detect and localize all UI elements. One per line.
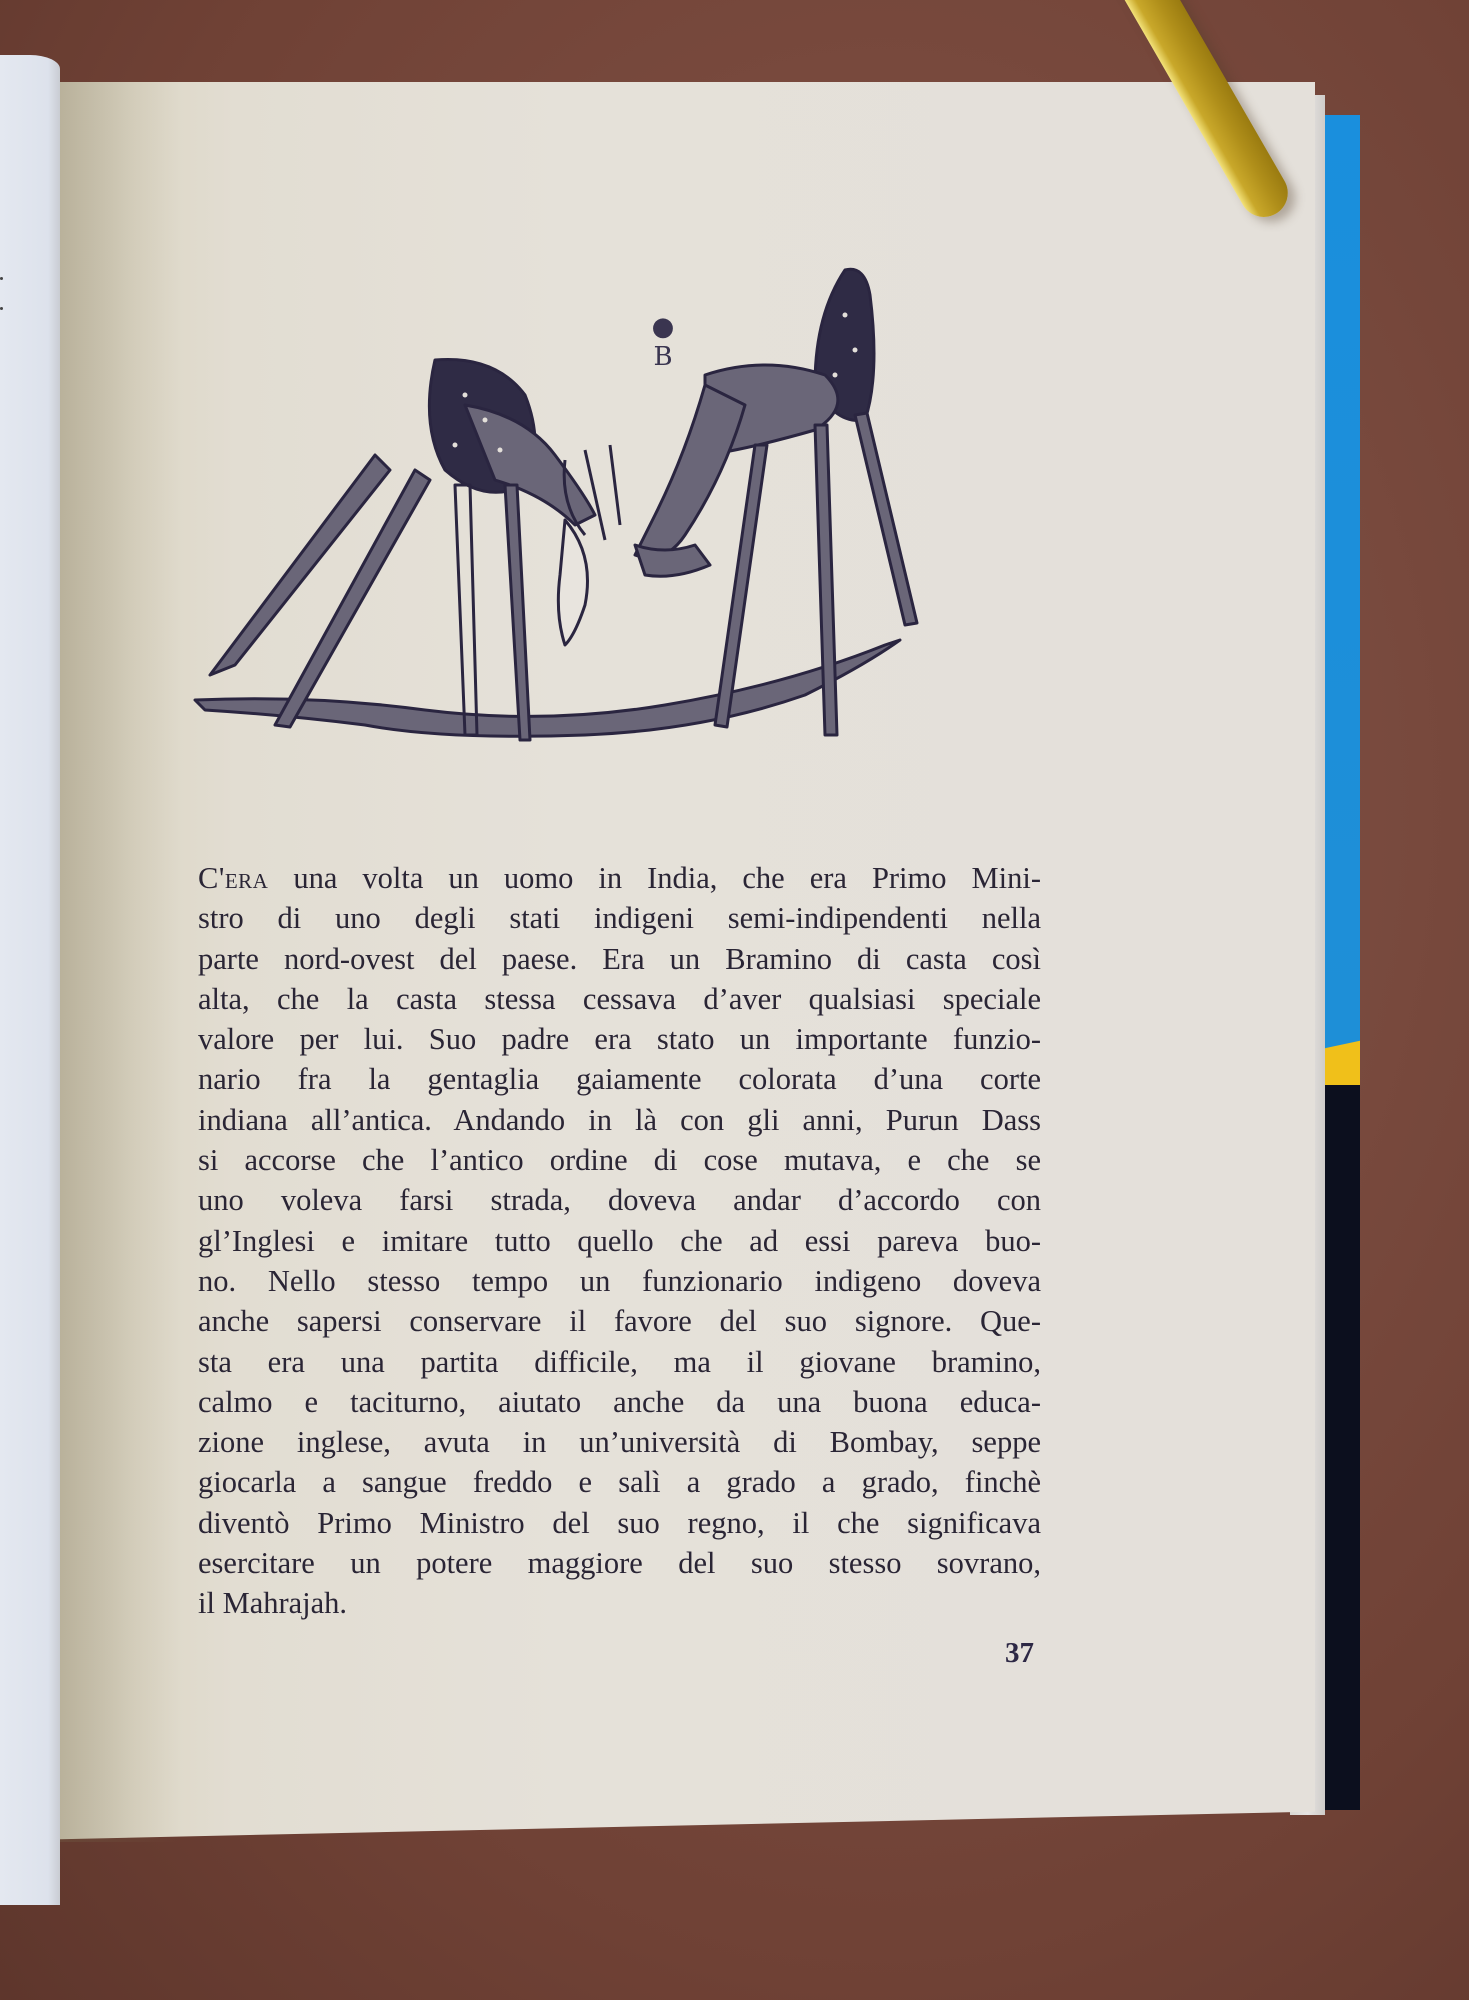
text-line: diventò Primo Ministro del suo regno, il che significava xyxy=(198,1505,1041,1540)
opening-word: C'era xyxy=(198,861,269,895)
text-line: anche sapersi conservare il favore del suo signore. Que- xyxy=(198,1304,1041,1339)
text-line-first: C'era una volta un uomo in India, che era Primo Mini- xyxy=(198,861,1041,895)
text-line: si accorse che l’antico ordine di cose mutava, e che se xyxy=(198,1143,1041,1178)
text-line: no. Nello stesso tempo un funzionario indigeno doveva xyxy=(198,1263,1041,1298)
book-cover-black xyxy=(1322,1085,1360,1810)
antelopes-illustration xyxy=(165,255,1065,765)
text-line: giocarla a sangue freddo e salì a grado a grado, finchè xyxy=(198,1465,1041,1500)
text-line: calmo e taciturno, aiutato anche da una buona educa- xyxy=(198,1384,1041,1419)
signature-letter: B xyxy=(653,342,673,372)
page-number: 37 xyxy=(1005,1637,1034,1669)
text-line: zione inglese, avuta in un’università di Bombay, seppe xyxy=(198,1425,1041,1460)
left-page-mark xyxy=(0,307,3,310)
text-line: parte nord-ovest del paese. Era un Bramino di casta così xyxy=(198,941,1041,976)
text-line: gl’Inglesi e imitare tutto quello che ad essi pareva buo- xyxy=(198,1223,1041,1258)
text-line: stro di uno degli stati indigeni semi-indipendenti nella xyxy=(198,901,1041,936)
text-line-last: il Mahrajah. xyxy=(198,1586,348,1621)
text-line: alta, che la casta stessa cessava d’aver qualsiasi speciale xyxy=(198,981,1041,1016)
page-body-text xyxy=(198,858,1041,1624)
text-line: nario fra la gentaglia gaiamente colorata d’una corte xyxy=(198,1062,1041,1097)
illustrator-signature xyxy=(648,312,678,382)
left-page-mark xyxy=(0,277,3,280)
text-line: uno voleva farsi strada, doveva andar d’accordo con xyxy=(198,1183,1041,1218)
text-line: sta era una partita difficile, ma il giovane bramino, xyxy=(198,1344,1041,1379)
left-page-edge xyxy=(0,55,60,1905)
text-line: indiana all’antica. Andando in là con gli anni, Purun Dass xyxy=(198,1102,1041,1137)
signature-dot-icon: ● xyxy=(651,312,675,342)
gutter-shadow xyxy=(60,82,180,1842)
text-line: valore per lui. Suo padre era stato un importante funzio- xyxy=(198,1022,1041,1057)
text-line: esercitare un potere maggiore del suo stesso sovrano, xyxy=(198,1546,1041,1581)
